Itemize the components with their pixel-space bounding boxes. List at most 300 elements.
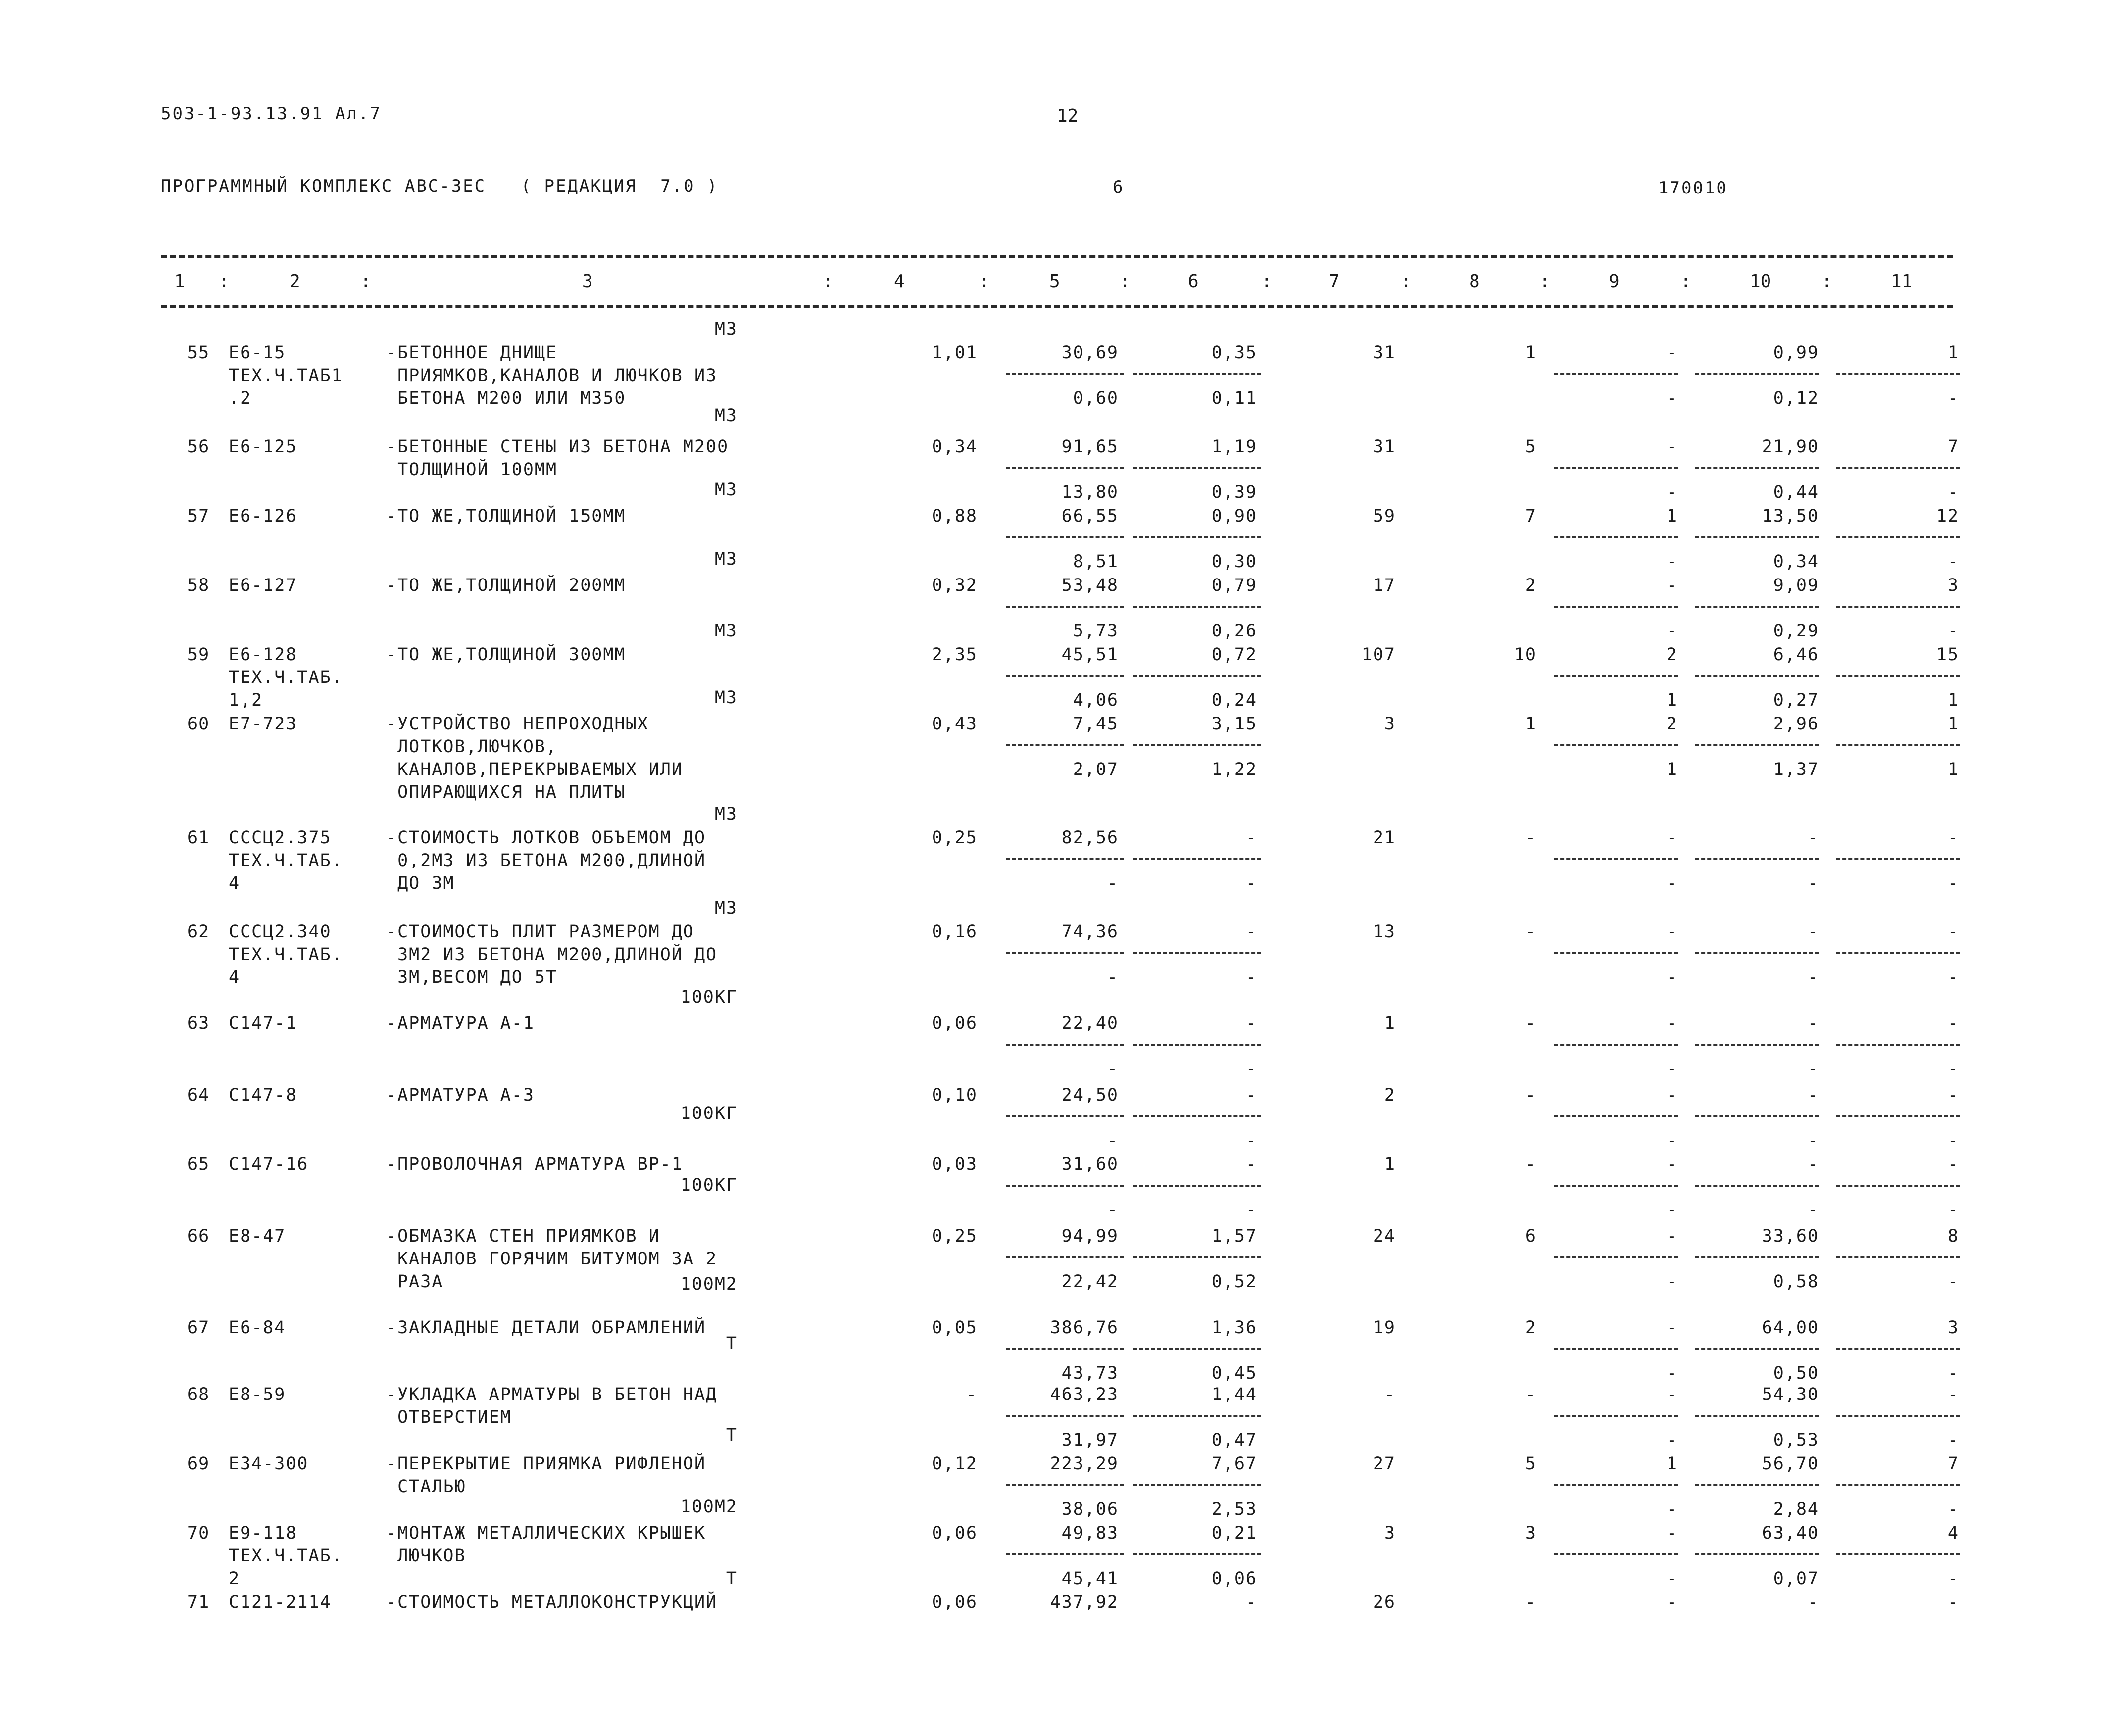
cell-divider	[1006, 675, 1124, 677]
cell-divider	[1836, 744, 1960, 746]
quantity: 0,06	[932, 1523, 978, 1543]
cell-divider	[1836, 373, 1960, 375]
col10-wage: 0,44	[1773, 482, 1819, 502]
col9-value: -	[1666, 1085, 1678, 1105]
work-name: -УКЛАДКА АРМАТУРЫ В БЕТОН НАД ОТВЕРСТИЕМ	[386, 1385, 718, 1427]
unit-cost: 30,69	[1061, 343, 1119, 363]
cell-divider	[1006, 373, 1124, 375]
machine-cost-wage: 0,06	[1211, 1569, 1257, 1589]
row-number: 55	[187, 343, 210, 363]
work-name: -БЕТОННОЕ ДНИЩЕ ПРИЯМКОВ,КАНАЛОВ И ЛЮЧКОВ ИЗ БЕТОНА М200 ИЛИ М350	[386, 343, 718, 408]
col9-value: -	[1666, 922, 1678, 942]
cell-divider	[1695, 675, 1819, 677]
row-number: 69	[187, 1454, 210, 1474]
cell-divider	[1133, 858, 1261, 860]
col9-value: -	[1666, 437, 1678, 457]
measurement-unit: М3	[714, 406, 737, 426]
wage-cost: 6	[1525, 1226, 1537, 1246]
quantity: 0,03	[932, 1155, 978, 1174]
col10-value: -	[1807, 1155, 1819, 1174]
col-h-9: 9	[1609, 271, 1620, 291]
col10-value: 2,96	[1773, 714, 1819, 734]
cell-divider	[1133, 373, 1261, 375]
machine-cost-wage: 0,11	[1211, 388, 1257, 408]
col-h-sep: :	[823, 271, 834, 291]
cell-divider	[1006, 1553, 1124, 1555]
cell-divider	[1695, 952, 1819, 954]
cell-divider	[1554, 1348, 1678, 1350]
total-cost: -	[1384, 1385, 1396, 1404]
cell-divider	[1006, 1484, 1124, 1486]
col9-value: -	[1666, 1592, 1678, 1612]
cell-divider	[1554, 1484, 1678, 1486]
resource-code: Е8-47	[229, 1226, 286, 1246]
row-number: 66	[187, 1226, 210, 1246]
col9-value: -	[1666, 343, 1678, 363]
col9-wage: -	[1666, 1131, 1678, 1151]
total-cost: 1	[1384, 1155, 1396, 1174]
col9-value: -	[1666, 1226, 1678, 1246]
unit-cost-wage: 5,73	[1073, 621, 1119, 641]
machine-cost: -	[1245, 1085, 1257, 1105]
col9-wage: -	[1666, 1272, 1678, 1292]
cell-divider	[1695, 1185, 1819, 1187]
col10-wage: 0,50	[1773, 1363, 1819, 1383]
cell-divider	[1695, 536, 1819, 538]
total-cost: 2	[1384, 1085, 1396, 1105]
col11-wage: -	[1947, 1131, 1959, 1151]
wage-cost: 5	[1525, 437, 1537, 457]
cell-divider	[1836, 952, 1960, 954]
col9-value: 1	[1666, 1454, 1678, 1474]
cell-divider	[1133, 1484, 1261, 1486]
unit-cost-wage: -	[1107, 873, 1119, 893]
document-id: 170010	[1658, 178, 1728, 198]
quantity: 0,16	[932, 922, 978, 942]
col11-wage: -	[1947, 388, 1959, 408]
col11-value: -	[1947, 828, 1959, 848]
work-name: -АРМАТУРА А-3	[386, 1085, 535, 1105]
cell-divider	[1554, 1415, 1678, 1417]
col10-value: 63,40	[1762, 1523, 1819, 1543]
cell-divider	[1133, 952, 1261, 954]
cell-divider	[1006, 1415, 1124, 1417]
unit-cost: 45,51	[1061, 645, 1119, 665]
cell-divider	[1006, 952, 1124, 954]
unit-cost-wage: 38,06	[1061, 1499, 1119, 1519]
wage-cost: -	[1525, 1385, 1537, 1404]
cell-divider	[1695, 606, 1819, 608]
cell-divider	[1133, 1115, 1261, 1117]
measurement-unit: 100М2	[680, 1274, 737, 1294]
sheet-number: 6	[1113, 177, 1123, 197]
machine-cost: -	[1245, 1592, 1257, 1612]
col11-value: -	[1947, 1592, 1959, 1612]
unit-cost: 94,99	[1061, 1226, 1119, 1246]
cell-divider	[1133, 1553, 1261, 1555]
wage-cost: 1	[1525, 714, 1537, 734]
row-number: 60	[187, 714, 210, 734]
wage-cost: -	[1525, 1013, 1537, 1033]
col-h-6: 6	[1188, 271, 1199, 291]
cell-divider	[1836, 1348, 1960, 1350]
col9-value: -	[1666, 1155, 1678, 1174]
measurement-unit: М3	[714, 804, 737, 824]
col11-wage: 1	[1947, 690, 1959, 710]
measurement-unit: Т	[726, 1425, 737, 1445]
machine-cost: -	[1245, 1155, 1257, 1174]
cell-divider	[1836, 536, 1960, 538]
unit-cost: 386,76	[1050, 1318, 1119, 1338]
col9-wage: -	[1666, 1569, 1678, 1589]
col9-value: -	[1666, 1385, 1678, 1404]
col9-wage: -	[1666, 388, 1678, 408]
col11-wage: -	[1947, 1272, 1959, 1292]
col9-wage: 1	[1666, 760, 1678, 779]
unit-cost: 66,55	[1061, 506, 1119, 526]
col11-value: -	[1947, 922, 1959, 942]
machine-cost: 7,67	[1211, 1454, 1257, 1474]
quantity: 0,06	[932, 1592, 978, 1612]
col10-wage: 1,37	[1773, 760, 1819, 779]
measurement-unit: М3	[714, 319, 737, 339]
total-cost: 31	[1373, 437, 1396, 457]
cell-divider	[1554, 1553, 1678, 1555]
col-h-1: 1	[174, 271, 185, 291]
col9-wage: -	[1666, 1200, 1678, 1220]
quantity: 2,35	[932, 645, 978, 665]
col-h-sep: :	[360, 271, 371, 291]
col9-wage: -	[1666, 1499, 1678, 1519]
cell-divider	[1133, 1044, 1261, 1046]
unit-cost: 437,92	[1050, 1592, 1119, 1612]
col9-value: -	[1666, 1523, 1678, 1543]
resource-code: Е6-126	[229, 506, 297, 526]
measurement-unit: 100КГ	[680, 1175, 737, 1195]
resource-code: С147-8	[229, 1085, 297, 1105]
unit-cost: 82,56	[1061, 828, 1119, 848]
col11-value: -	[1947, 1155, 1959, 1174]
machine-cost-wage: 0,39	[1211, 482, 1257, 502]
col10-value: 0,99	[1773, 343, 1819, 363]
col11-wage: -	[1947, 621, 1959, 641]
resource-code: Е9-118 ТЕХ.Ч.ТАБ. 2	[229, 1523, 343, 1589]
col10-wage: 2,84	[1773, 1499, 1819, 1519]
row-number: 63	[187, 1013, 210, 1033]
col10-value: 64,00	[1762, 1318, 1819, 1338]
col10-value: 9,09	[1773, 576, 1819, 595]
col11-wage: 1	[1947, 760, 1959, 779]
unit-cost-wage: 22,42	[1061, 1272, 1119, 1292]
cell-divider	[1695, 373, 1819, 375]
col10-wage: 0,58	[1773, 1272, 1819, 1292]
col10-value: -	[1807, 1592, 1819, 1612]
col11-wage: -	[1947, 1499, 1959, 1519]
quantity: 0,34	[932, 437, 978, 457]
unit-cost-wage: 0,60	[1073, 388, 1119, 408]
col-h-4: 4	[894, 271, 905, 291]
machine-cost-wage: 0,26	[1211, 621, 1257, 641]
machine-cost-wage: 0,24	[1211, 690, 1257, 710]
col10-value: -	[1807, 922, 1819, 942]
measurement-unit: Т	[726, 1334, 737, 1353]
cell-divider	[1695, 744, 1819, 746]
col11-wage: -	[1947, 552, 1959, 572]
wage-cost: -	[1525, 1155, 1537, 1174]
resource-code: Е8-59	[229, 1385, 286, 1404]
wage-cost: -	[1525, 1592, 1537, 1612]
wage-cost: 1	[1525, 343, 1537, 363]
col10-wage: -	[1807, 1059, 1819, 1079]
col9-value: 2	[1666, 645, 1678, 665]
cell-divider	[1836, 1415, 1960, 1417]
col9-wage: -	[1666, 621, 1678, 641]
wage-cost: 5	[1525, 1454, 1537, 1474]
cell-divider	[1133, 1256, 1261, 1258]
col9-value: 2	[1666, 714, 1678, 734]
cell-divider	[1836, 467, 1960, 469]
col10-wage: -	[1807, 1200, 1819, 1220]
row-number: 64	[187, 1085, 210, 1105]
work-name: -АРМАТУРА А-1	[386, 1013, 535, 1033]
work-name: -СТОИМОСТЬ ЛОТКОВ ОБЪЕМОМ ДО 0,2М3 ИЗ БЕТОНА М200,ДЛИНОЙ ДО 3М	[386, 828, 706, 893]
machine-cost: -	[1245, 828, 1257, 848]
measurement-unit: М3	[714, 621, 737, 641]
total-cost: 1	[1384, 1013, 1396, 1033]
work-name: -СТОИМОСТЬ МЕТАЛЛОКОНСТРУКЦИЙ	[386, 1592, 718, 1612]
work-name: -СТОИМОСТЬ ПЛИТ РАЗМЕРОМ ДО 3М2 ИЗ БЕТОНА М200,ДЛИНОЙ ДО 3М,ВЕСОМ ДО 5Т	[386, 922, 718, 987]
wage-cost: 2	[1525, 576, 1537, 595]
cell-divider	[1554, 744, 1678, 746]
col11-wage: -	[1947, 1569, 1959, 1589]
cell-divider	[1836, 858, 1960, 860]
unit-cost-wage: 31,97	[1061, 1430, 1119, 1450]
col10-value: 13,50	[1762, 506, 1819, 526]
wage-cost: -	[1525, 922, 1537, 942]
cell-divider	[1133, 744, 1261, 746]
unit-cost-wage: 13,80	[1061, 482, 1119, 502]
col-h-sep: :	[1821, 271, 1832, 291]
col10-value: 6,46	[1773, 645, 1819, 665]
cell-divider	[1006, 744, 1124, 746]
resource-code: Е6-15 ТЕХ.Ч.ТАБ1 .2	[229, 343, 343, 408]
col11-wage: -	[1947, 1363, 1959, 1383]
work-name: -ТО ЖЕ,ТОЛЩИНОЙ 300ММ	[386, 645, 626, 665]
col11-wage: -	[1947, 1059, 1959, 1079]
cell-divider	[1695, 1256, 1819, 1258]
quantity: 0,10	[932, 1085, 978, 1105]
machine-cost: 3,15	[1211, 714, 1257, 734]
quantity: 0,05	[932, 1318, 978, 1338]
row-number: 58	[187, 576, 210, 595]
cell-divider	[1836, 1553, 1960, 1555]
cell-divider	[1695, 1115, 1819, 1117]
cell-divider	[1006, 1115, 1124, 1117]
cell-divider	[1836, 1115, 1960, 1117]
work-name: -УСТРОЙСТВО НЕПРОХОДНЫХ ЛОТКОВ,ЛЮЧКОВ, КАНАЛОВ,ПЕРЕКРЫВАЕМЫХ ИЛИ ОПИРАЮЩИХСЯ НА ПЛИТЫ	[386, 714, 683, 802]
col9-value: -	[1666, 1013, 1678, 1033]
col10-wage: 0,07	[1773, 1569, 1819, 1589]
total-cost: 24	[1373, 1226, 1396, 1246]
col-h-5: 5	[1049, 271, 1060, 291]
col9-wage: -	[1666, 552, 1678, 572]
work-name: -ТО ЖЕ,ТОЛЩИНОЙ 200ММ	[386, 576, 626, 595]
total-cost: 17	[1373, 576, 1396, 595]
cell-divider	[1554, 606, 1678, 608]
col11-value: 3	[1947, 1318, 1959, 1338]
machine-cost: 1,19	[1211, 437, 1257, 457]
resource-code: С121-2114	[229, 1592, 332, 1612]
machine-cost-wage: 1,22	[1211, 760, 1257, 779]
cell-divider	[1695, 467, 1819, 469]
cell-divider	[1006, 1348, 1124, 1350]
col-h-3: 3	[582, 271, 593, 291]
row-number: 65	[187, 1155, 210, 1174]
cell-divider	[1836, 1185, 1960, 1187]
cell-divider	[1836, 1044, 1960, 1046]
cell-divider	[1133, 1348, 1261, 1350]
cell-divider	[1554, 1185, 1678, 1187]
machine-cost: 1,44	[1211, 1385, 1257, 1404]
row-number: 56	[187, 437, 210, 457]
work-name: -ПРОВОЛОЧНАЯ АРМАТУРА ВР-1	[386, 1155, 683, 1174]
program-title: ПРОГРАММНЫЙ КОМПЛЕКС АВС-3ЕС ( РЕДАКЦИЯ 7.0 )	[161, 176, 719, 196]
unit-cost: 463,23	[1050, 1385, 1119, 1404]
resource-code: Е6-127	[229, 576, 297, 595]
measurement-unit: 100КГ	[680, 1104, 737, 1123]
cell-divider	[1133, 606, 1261, 608]
col11-value: 4	[1947, 1523, 1959, 1543]
row-number: 57	[187, 506, 210, 526]
col9-wage: 1	[1666, 690, 1678, 710]
col9-value: -	[1666, 828, 1678, 848]
col10-value: 33,60	[1762, 1226, 1819, 1246]
machine-cost-wage: 2,53	[1211, 1499, 1257, 1519]
unit-cost: 91,65	[1061, 437, 1119, 457]
col9-wage: -	[1666, 1430, 1678, 1450]
col11-value: 7	[1947, 437, 1959, 457]
cell-divider	[1554, 952, 1678, 954]
machine-cost-wage: -	[1245, 1200, 1257, 1220]
col10-wage: -	[1807, 1131, 1819, 1151]
cell-divider	[1133, 1185, 1261, 1187]
wage-cost: 7	[1525, 506, 1537, 526]
measurement-unit: 100КГ	[680, 987, 737, 1007]
unit-cost: 24,50	[1061, 1085, 1119, 1105]
quantity: 0,32	[932, 576, 978, 595]
resource-code: СССЦ2.375 ТЕХ.Ч.ТАБ. 4	[229, 828, 343, 893]
total-cost: 3	[1384, 1523, 1396, 1543]
cell-divider	[1554, 536, 1678, 538]
col10-value: 21,90	[1762, 437, 1819, 457]
cell-divider	[1006, 467, 1124, 469]
measurement-unit: М3	[714, 480, 737, 500]
cell-divider	[1695, 1553, 1819, 1555]
row-number: 67	[187, 1318, 210, 1338]
cell-divider	[1554, 1044, 1678, 1046]
machine-cost: 0,90	[1211, 506, 1257, 526]
cell-divider	[1695, 1484, 1819, 1486]
col9-wage: -	[1666, 1363, 1678, 1383]
col9-value: 1	[1666, 506, 1678, 526]
machine-cost: 1,57	[1211, 1226, 1257, 1246]
unit-cost-wage: -	[1107, 1200, 1119, 1220]
cell-divider	[1554, 1256, 1678, 1258]
cell-divider	[1006, 536, 1124, 538]
wage-cost: -	[1525, 1085, 1537, 1105]
col-h-sep: :	[1401, 271, 1412, 291]
col11-value: 8	[1947, 1226, 1959, 1246]
col-h-sep: :	[1120, 271, 1130, 291]
row-number: 62	[187, 922, 210, 942]
total-cost: 26	[1373, 1592, 1396, 1612]
resource-code: Е6-128 ТЕХ.Ч.ТАБ. 1,2	[229, 645, 343, 710]
wage-cost: 2	[1525, 1318, 1537, 1338]
unit-cost: 223,29	[1050, 1454, 1119, 1474]
quantity: 0,25	[932, 1226, 978, 1246]
machine-cost: 0,79	[1211, 576, 1257, 595]
col-h-sep: :	[979, 271, 990, 291]
cell-divider	[1836, 606, 1960, 608]
quantity: 0,06	[932, 1013, 978, 1033]
total-cost: 19	[1373, 1318, 1396, 1338]
col10-wage: 0,34	[1773, 552, 1819, 572]
cell-divider	[1006, 858, 1124, 860]
col-h-sep: :	[219, 271, 230, 291]
unit-cost: 31,60	[1061, 1155, 1119, 1174]
quantity: 1,01	[932, 343, 978, 363]
col10-wage: 0,12	[1773, 388, 1819, 408]
row-number: 71	[187, 1592, 210, 1612]
unit-cost-wage: 2,07	[1073, 760, 1119, 779]
cell-divider	[1695, 1044, 1819, 1046]
col11-wage: -	[1947, 1430, 1959, 1450]
col10-wage: 0,29	[1773, 621, 1819, 641]
col10-value: 56,70	[1762, 1454, 1819, 1474]
col11-wage: -	[1947, 873, 1959, 893]
unit-cost-wage: 4,06	[1073, 690, 1119, 710]
cell-divider	[1554, 1115, 1678, 1117]
machine-cost-wage: 0,45	[1211, 1363, 1257, 1383]
col-h-10: 10	[1750, 271, 1771, 291]
col-h-7: 7	[1329, 271, 1340, 291]
measurement-unit: 100М2	[680, 1497, 737, 1517]
measurement-unit: Т	[726, 1569, 737, 1589]
total-cost: 21	[1373, 828, 1396, 848]
row-number: 68	[187, 1385, 210, 1404]
work-name: -ТО ЖЕ,ТОЛЩИНОЙ 150ММ	[386, 506, 626, 526]
row-number: 61	[187, 828, 210, 848]
col-h-sep: :	[1261, 271, 1272, 291]
cell-divider	[1695, 1415, 1819, 1417]
col11-value: -	[1947, 1013, 1959, 1033]
col11-value: 7	[1947, 1454, 1959, 1474]
unit-cost-wage: -	[1107, 1059, 1119, 1079]
col10-value: 54,30	[1762, 1385, 1819, 1404]
col9-value: -	[1666, 576, 1678, 595]
machine-cost-wage: -	[1245, 1059, 1257, 1079]
col-h-sep: :	[1539, 271, 1550, 291]
wage-cost: -	[1525, 828, 1537, 848]
col10-value: -	[1807, 1013, 1819, 1033]
resource-code: С147-16	[229, 1155, 309, 1174]
col9-value: -	[1666, 1318, 1678, 1338]
cell-divider	[1554, 858, 1678, 860]
unit-cost: 7,45	[1073, 714, 1119, 734]
col10-wage: 0,53	[1773, 1430, 1819, 1450]
cell-divider	[1006, 1256, 1124, 1258]
machine-cost-wage: 0,30	[1211, 552, 1257, 572]
